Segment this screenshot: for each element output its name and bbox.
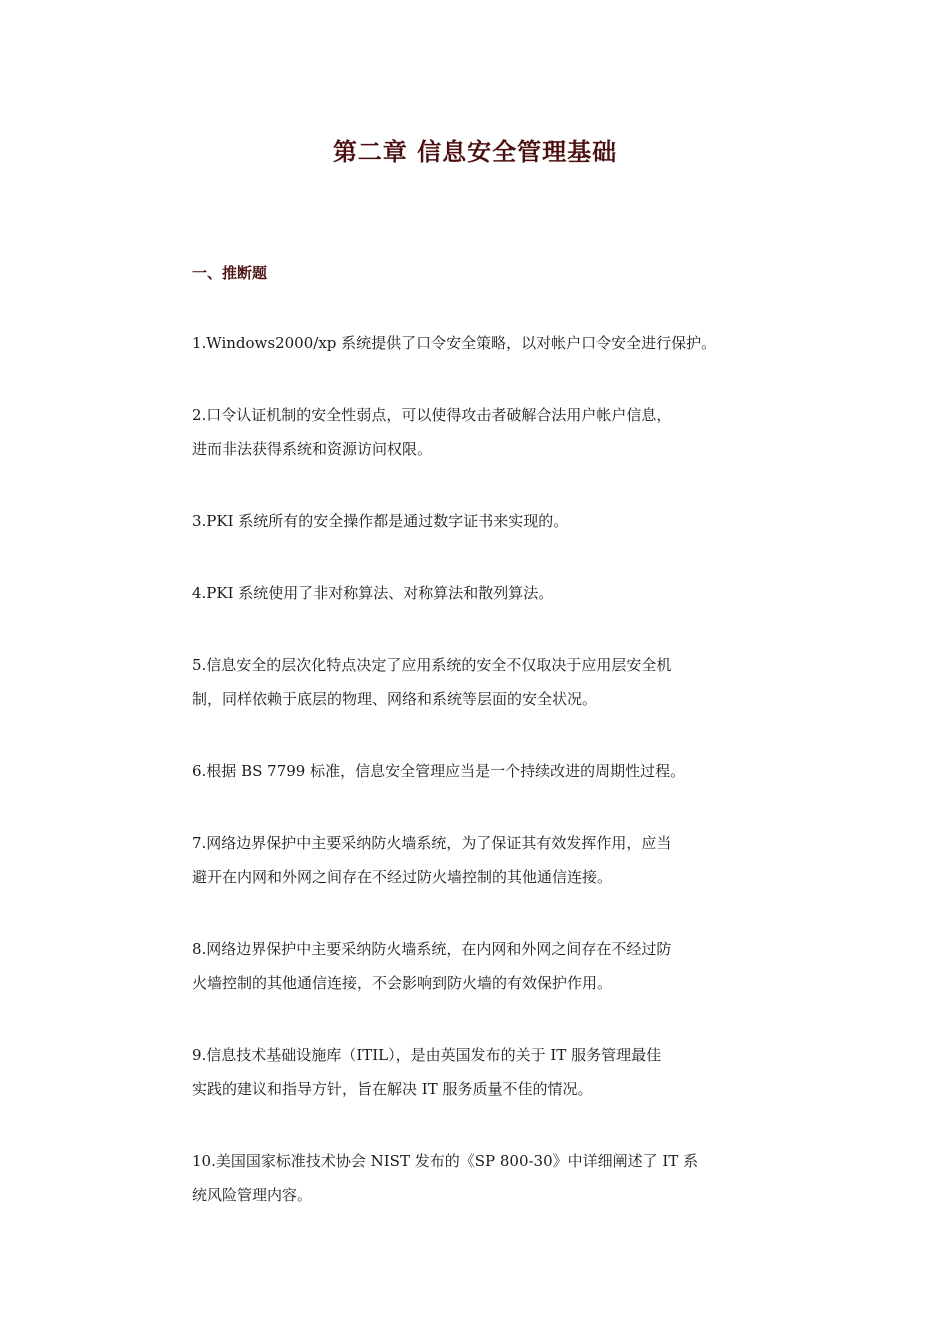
question-line: 统风险管理内容。 bbox=[192, 1186, 313, 1204]
question-item-10 bbox=[192, 1144, 772, 1212]
question-item-1 bbox=[192, 326, 772, 360]
question-line: 6.根据 BS 7799 标准，信息安全管理应当是一个持续改进的周期性过程。 bbox=[192, 762, 686, 780]
question-line: 4.PKI 系统使用了非对称算法、对称算法和散列算法。 bbox=[192, 584, 554, 602]
question-line: 火墙控制的其他通信连接，不会影响到防火墙的有效保护作用。 bbox=[192, 974, 613, 992]
question-item-8 bbox=[192, 932, 772, 1000]
question-line: 9.信息技术基础设施库（ITIL），是由英国发布的关于 IT 服务管理最佳 bbox=[192, 1046, 662, 1064]
question-item-7 bbox=[192, 826, 772, 894]
question-item-9 bbox=[192, 1038, 772, 1106]
question-list bbox=[192, 326, 772, 1250]
question-item-5 bbox=[192, 648, 772, 716]
question-item-4 bbox=[192, 576, 772, 610]
question-line: 制，同样依赖于底层的物理、网络和系统等层面的安全状况。 bbox=[192, 690, 598, 708]
question-item-2 bbox=[192, 398, 772, 466]
question-line: 8.网络边界保护中主要采纳防火墙系统，在内网和外网之间存在不经过防 bbox=[192, 940, 672, 958]
chapter-title: 第二章 信息安全管理基础 bbox=[332, 138, 618, 166]
question-line: 实践的建议和指导方针，旨在解决 IT 服务质量不佳的情况。 bbox=[192, 1080, 593, 1098]
question-line: 进而非法获得系统和资源访问权限。 bbox=[192, 440, 433, 458]
question-line: 10.美国国家标准技术协会 NIST 发布的《SP 800-30》中详细阐述了 IT 系 bbox=[192, 1152, 699, 1170]
question-line: 避开在内网和外网之间存在不经过防火墙控制的其他通信连接。 bbox=[192, 868, 613, 886]
section-heading: 一、推断题 bbox=[192, 264, 268, 282]
question-line: 2.口令认证机制的安全性弱点，可以使得攻击者破解合法用户帐户信息， bbox=[192, 406, 672, 424]
question-line: 3.PKI 系统所有的安全操作都是通过数字证书来实现的。 bbox=[192, 512, 569, 530]
question-line: 1.Windows2000/xp 系统提供了口令安全策略，以对帐户口令安全进行保护。 bbox=[192, 334, 717, 352]
question-line: 5.信息安全的层次化特点决定了应用系统的安全不仅取决于应用层安全机 bbox=[192, 656, 672, 674]
question-item-3 bbox=[192, 504, 772, 538]
question-line: 7.网络边界保护中主要采纳防火墙系统，为了保证其有效发挥作用，应当 bbox=[192, 834, 672, 852]
question-item-6 bbox=[192, 754, 772, 788]
